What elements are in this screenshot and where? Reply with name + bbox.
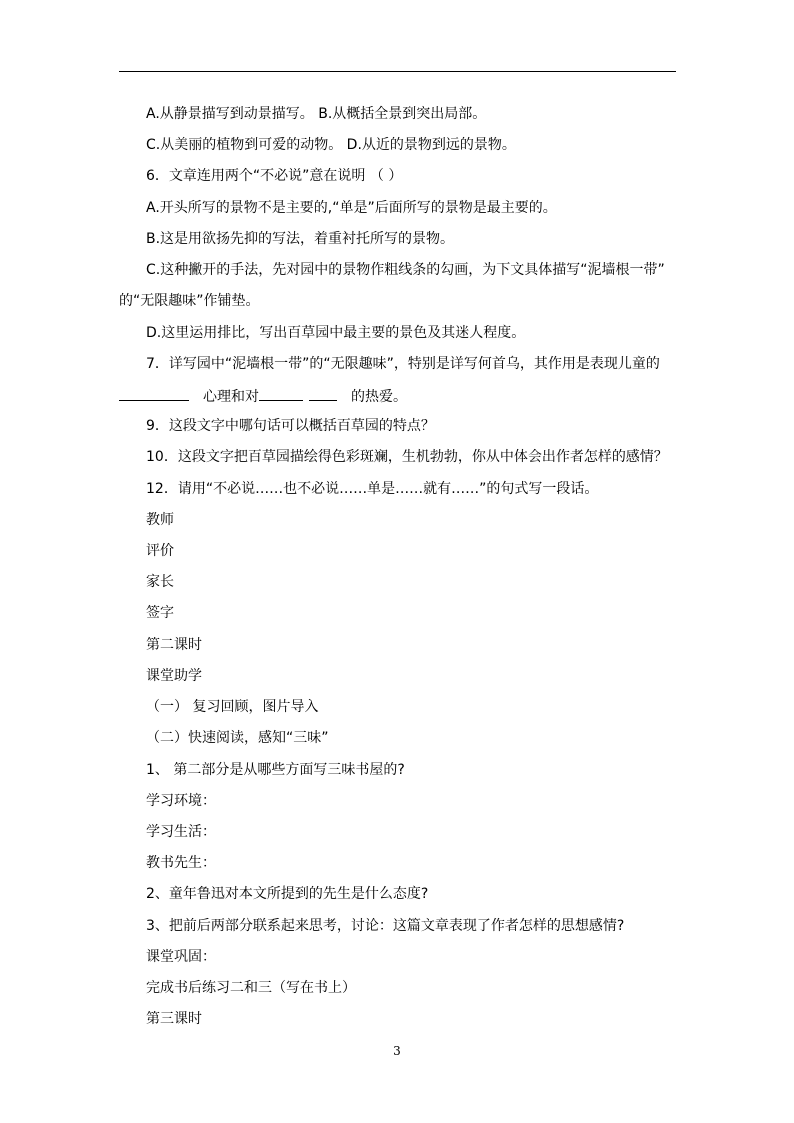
classroom-help-heading: 课堂助学 — [146, 668, 202, 684]
q6-option-c: C.这种撇开的手法，先对园中的景物作粗线条的勾画，为下文具体描写“泥墙根一带” — [146, 262, 665, 278]
teacher-mr: 教书先生： — [146, 855, 216, 871]
item-1: 1、 第二部分是从哪些方面写三味书屋的? — [146, 762, 405, 778]
question-7: 7．详写园中“泥墙根一带”的“无限趣味”，特别是详写何首乌，其作用是表现儿童的 — [146, 356, 660, 372]
fill-text-2: 的热爱。 — [351, 389, 407, 405]
blank-1[interactable] — [119, 387, 189, 401]
item-3: 3、把前后两部分联系起来思考，讨论：这篇文章表现了作者怎样的思想感情? — [146, 918, 625, 934]
q6-option-d: D.这里运用排比，写出百草园中最主要的景色及其迷人程度。 — [146, 325, 526, 341]
question-12: 12．请用“不必说……也不必说……单是……就有……”的句式写一段话。 — [146, 481, 599, 497]
question-9: 9．这段文字中哪句话可以概括百草园的特点？ — [146, 418, 435, 434]
question-7-fill-line — [119, 387, 407, 405]
exercise-instruction: 完成书后练习二和三（写在书上） — [146, 980, 356, 996]
q6-option-a: A.开头所写的景物不是主要的,“单是”后面所写的景物是最主要的。 — [146, 200, 557, 216]
page-number: 3 — [393, 1044, 401, 1058]
study-environment: 学习环境： — [146, 793, 216, 809]
fill-text-1: 心理和对 — [203, 389, 259, 405]
consolidation-heading: 课堂巩固： — [146, 949, 216, 965]
question-6: 6．文章连用两个“不必说”意在说明 （ ） — [146, 168, 403, 184]
q6-option-c-continued: 的“无限趣味”作铺垫。 — [119, 293, 260, 309]
teacher-label: 教师 — [146, 512, 174, 528]
study-life: 学习生活： — [146, 824, 216, 840]
option-line-c-d: C.从美丽的植物到可爱的动物。 D.从近的景物到远的景物。 — [146, 137, 516, 153]
option-line-a-b: A.从静景描写到动景描写。 B.从概括全景到突出局部。 — [146, 106, 487, 122]
question-10: 10．这段文字把百草园描绘得色彩斑斓，生机勃勃，你从中体会出作者怎样的感情？ — [146, 449, 668, 465]
signature-label: 签字 — [146, 605, 174, 621]
section-1: （一） 复习回顾，图片导入 — [146, 699, 319, 715]
header-rule — [119, 71, 676, 72]
section-2: （二）快速阅读，感知“三味” — [146, 730, 329, 746]
evaluation-label: 评价 — [146, 543, 174, 559]
parent-label: 家长 — [146, 574, 174, 590]
blank-3[interactable] — [309, 387, 337, 401]
blank-2[interactable] — [259, 387, 303, 401]
q6-option-b: B.这是用欲扬先抑的写法，着重衬托所写的景物。 — [146, 231, 455, 247]
item-2: 2、童年鲁迅对本文所提到的先生是什么态度? — [146, 886, 429, 902]
lesson-2-heading: 第二课时 — [146, 637, 202, 653]
lesson-3-heading: 第三课时 — [146, 1011, 202, 1027]
